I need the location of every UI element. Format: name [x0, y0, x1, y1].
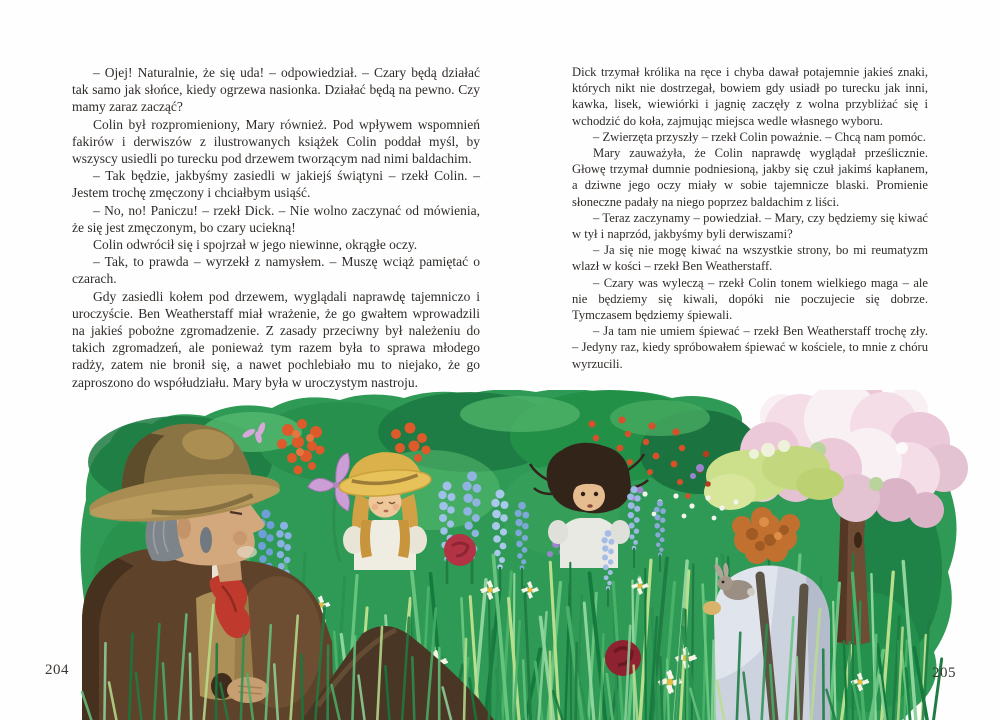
ben-ear: [177, 517, 191, 539]
paragraph: – Tak, to prawda – wyrzekł z namysłem. – Muszę wciąż pamiętać o czarach.: [72, 254, 480, 287]
paragraph: – Zwierzęta przyszły – rzekł Colin poważnie. – Chcą nam pomóc.: [593, 129, 926, 144]
paragraph: Gdy zasiedli kołem pod drzewem, wyglądali naprawdę tajemniczo i uroczyście. Ben Weatherstaff miał wrażenie, że go gwałtem wprowadzili na jakieś pobożne zgromadzenie. Z zasady przeciwny był należeniu do takich zgromadzeń, ale ponieważ tym razem była to sprawa młodego radży, zatem nie bronił się, a nawet pochlebiało mu to niejako, że go zaproszono do współudziału. Mary była w uroczystym nastroju.: [72, 288, 480, 390]
paragraph: – Ojej! Naturalnie, że się uda! – odpowiedział. – Czary będą działać tak samo jak słońce, kiedy ogrzewa nasionka. Działać będą na pewno. Czy mamy zaraz zacząć?: [72, 65, 480, 115]
paragraph: – No, no! Paniczu! – rzekł Dick. – Nie wolno zaczynać od mówienia, że się jest zmęczonym, bo czary uciekną!: [72, 202, 480, 235]
paragraph: – Teraz zaczynamy – powiedział. – Mary, czy będziemy się kiwać w tył i naprzód, jakbyśmy byli derwiszami?: [572, 210, 928, 242]
paragraph: – Ja tam nie umiem śpiewać – rzekł Ben Weatherstaff trochę zły. – Jedyny raz, kiedy spróbowałem śpiewać w kościele, to mnie z chóru wyrzucili.: [572, 324, 928, 371]
paragraph: – Tak będzie, jakbyśmy zasiedli w jakiejś świątyni – rzekł Colin. – Jestem trochę zmęczony i chciałbym usiąść.: [72, 168, 480, 201]
right-page-text: [572, 64, 928, 372]
paragraph: Colin odwrócił się i spojrzał w jego niewinne, okrągłe oczy.: [93, 237, 418, 253]
page-number-right: 205: [932, 665, 956, 681]
garden-illustration: [0, 390, 1000, 720]
left-page-text: [72, 64, 480, 391]
paragraph: Colin był rozpromieniony, Mary również. Pod wpływem wspomnień fakirów i derwiszów z ilustrowanych książek Colin poddał myśl, by wszyscy usiedli po turecku pod drzewem tworzącym nad nimi baldachim.: [72, 116, 480, 167]
page-number-left: 204: [45, 662, 69, 678]
paragraph: Dick trzymał królika na ręce i chyba dawał potajemnie jakieś znaki, których nikt nie dostrzegał, bowiem gdy usiadł po turecku jak inni, kawka, lisek, wiewiórki i jagnię zaczęły z wolna przybliżać się i wchodzić do koła, zajmując miejsca wedle własnego wyboru.: [572, 65, 928, 128]
paragraph: – Ja się nie mogę kiwać na wszystkie strony, bo mi reumatyzm wlazł w kości – rzekł Ben Weatherstaff.: [572, 243, 928, 274]
paragraph: Mary zauważyła, że Colin naprawdę wyglądał prześlicznie. Głowę trzymał dumnie podniesioną, jakby się czuł jakimś kapłanem, a dziwne jego oczy miały w sobie tajemnicze blaski. Promienie słoneczne padały na niego poprzez baldachim z liści.: [572, 146, 928, 209]
paragraph: – Czary was wyleczą – rzekł Colin tonem wielkiego maga – ale nie będziemy się kiwali, dopóki nie poczujecie się dobrze. Tymczasem będziemy śpiewali.: [572, 275, 928, 323]
